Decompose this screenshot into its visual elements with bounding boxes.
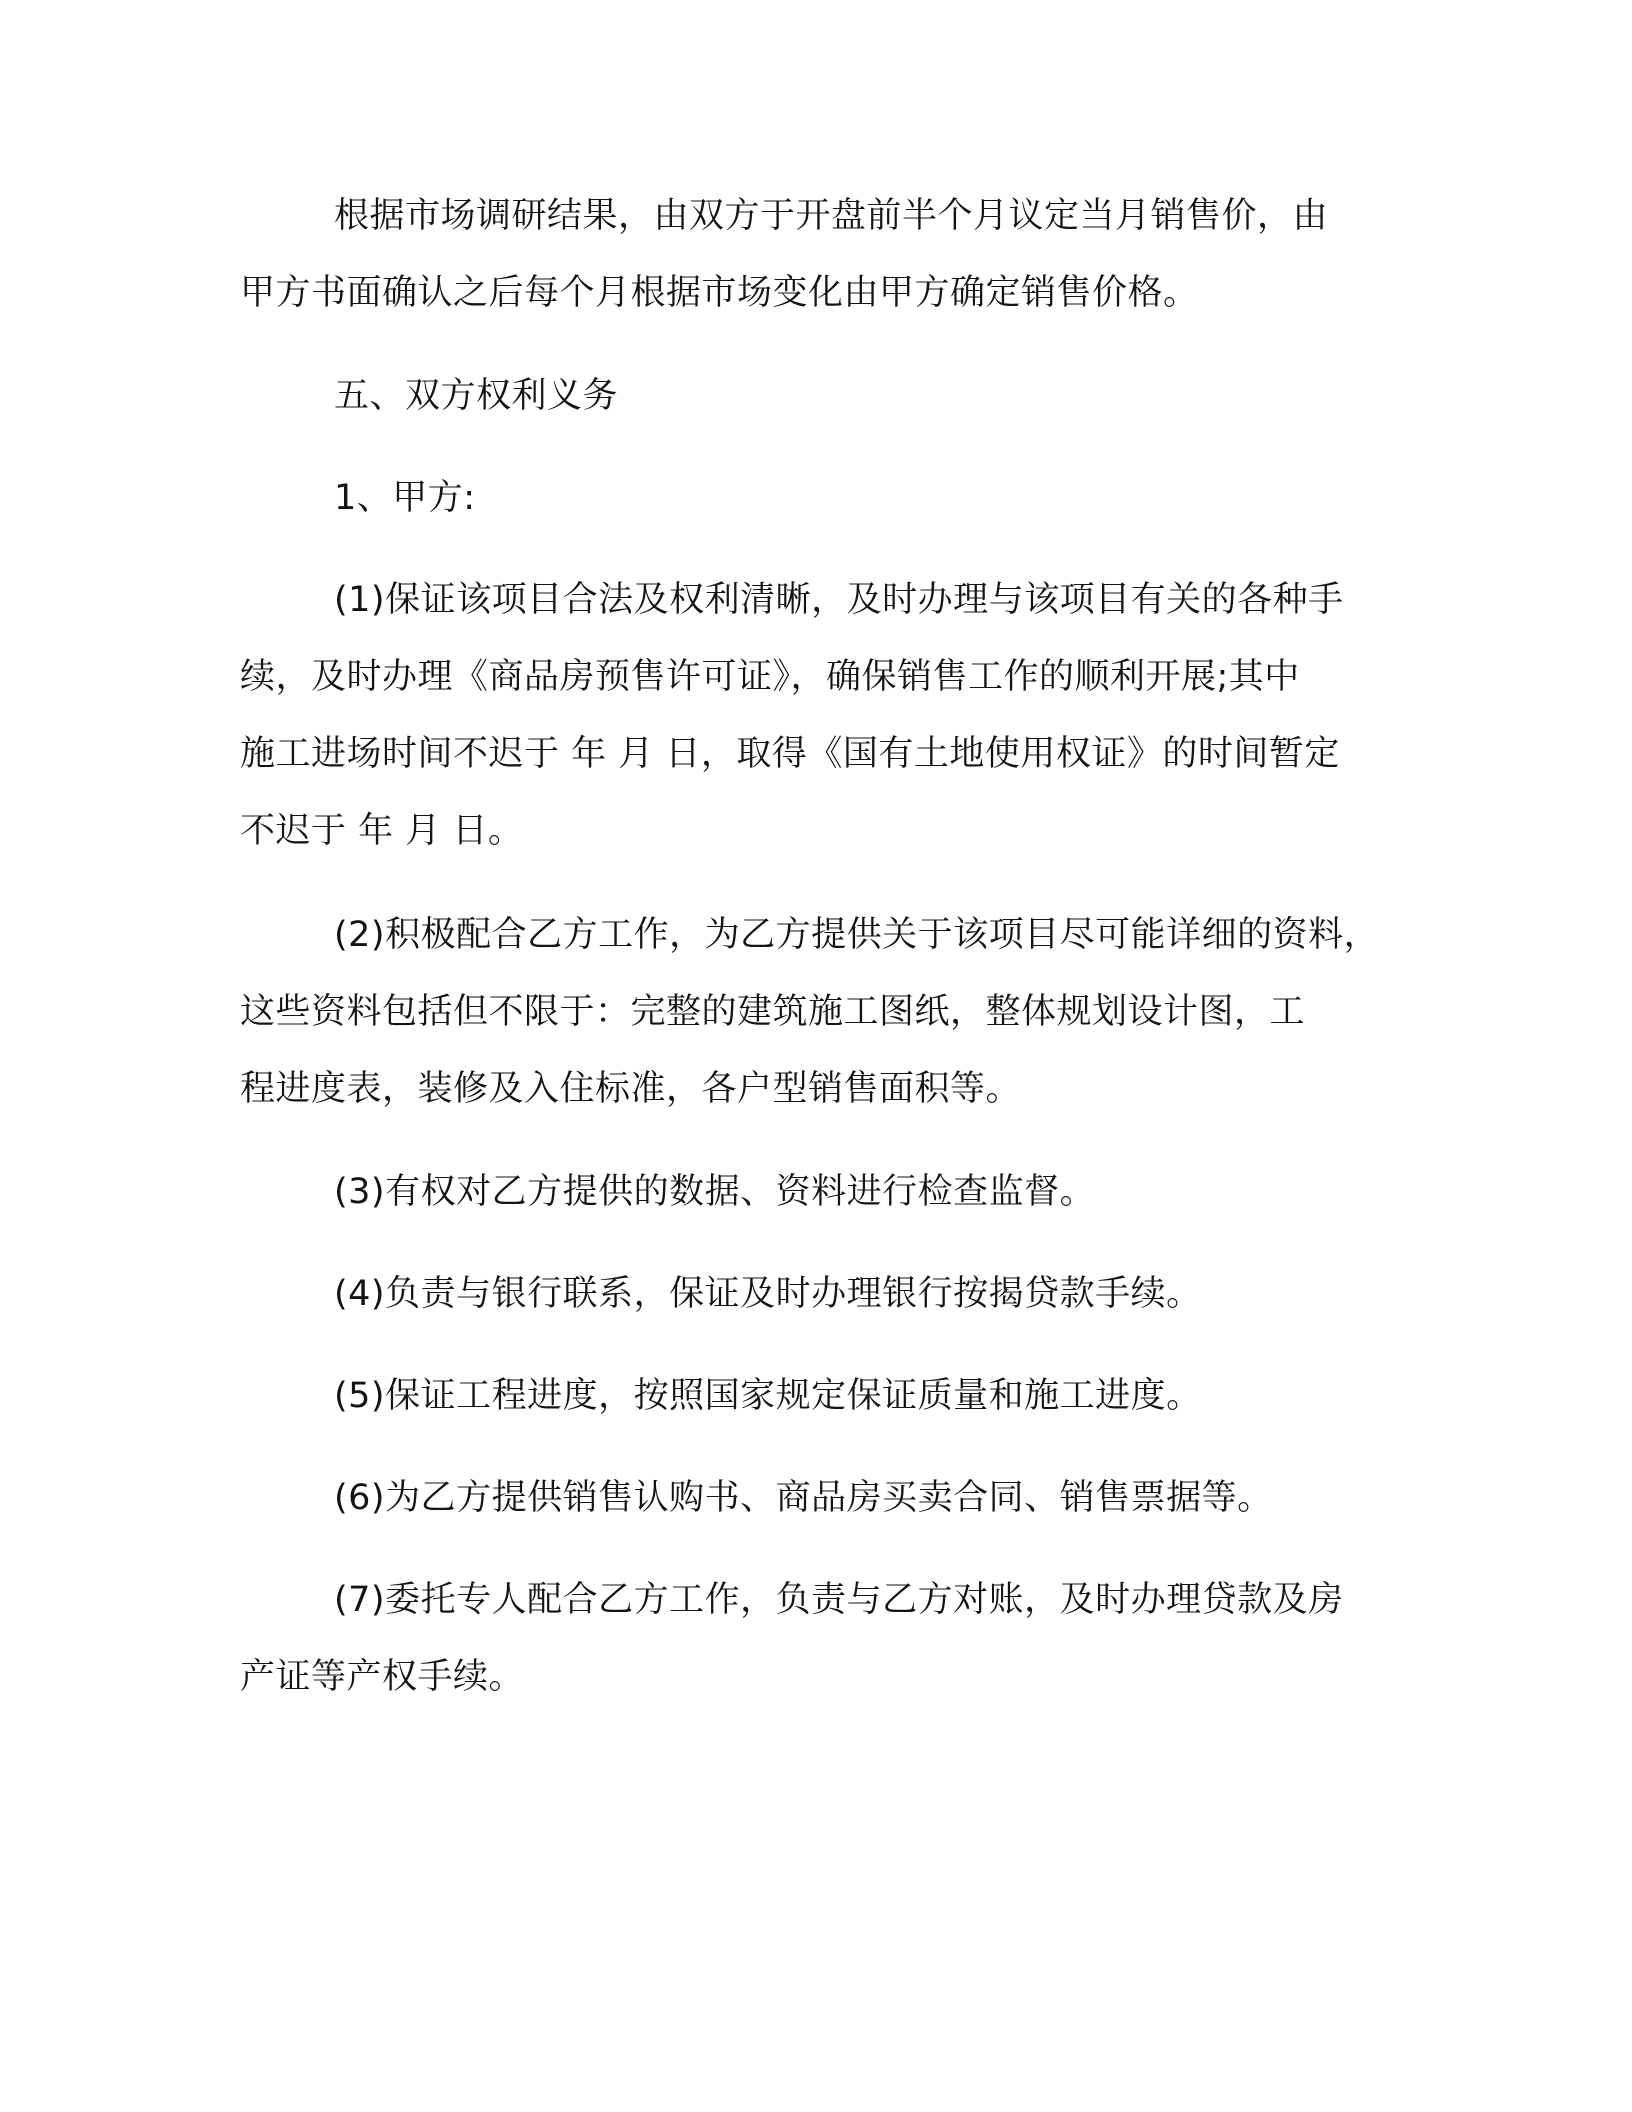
text-line: (1)保证该项目合法及权利清晰，及时办理与该项目有关的各种手 (334, 580, 1344, 620)
text-line: (4)负责与银行联系，保证及时办理银行按揭贷款手续。 (334, 1274, 1202, 1314)
text-line: (6)为乙方提供销售认购书、商品房买卖合同、销售票据等。 (334, 1478, 1273, 1518)
paragraph-item-2 (240, 897, 1379, 1128)
text-line: (3)有权对乙方提供的数据、资料进行检查监督。 (334, 1172, 1096, 1212)
text-line: 1、甲方: (334, 478, 476, 518)
paragraph-price-clause (240, 178, 1328, 332)
text-line: 五、双方权利义务 (334, 376, 619, 416)
text-line: 程进度表，装修及入住标准，各户型销售面积等。 (240, 1069, 1022, 1109)
text-line: (2)积极配合乙方工作，为乙方提供关于该项目尽可能详细的资料， (334, 915, 1380, 955)
text-line: 续，及时办理《商品房预售许可证》，确保销售工作的顺利开展;其中 (240, 657, 1300, 697)
text-line: 产证等产权手续。 (240, 1657, 525, 1697)
paragraph-item-6 (240, 1460, 1273, 1537)
paragraph-item-7 (240, 1562, 1344, 1716)
text-line: 甲方书面确认之后每个月根据市场变化由甲方确定销售价格。 (240, 273, 1199, 313)
text-line: (5)保证工程进度，按照国家规定保证质量和施工进度。 (334, 1376, 1202, 1416)
text-line: 这些资料包括但不限于：完整的建筑施工图纸，整体规划设计图，工 (240, 992, 1306, 1032)
paragraph-item-1 (240, 562, 1344, 870)
paragraph-item-4 (240, 1256, 1202, 1333)
text-line: 根据市场调研结果，由双方于开盘前半个月议定当月销售价，由 (334, 196, 1329, 236)
text-line: (7)委托专人配合乙方工作，负责与乙方对账，及时办理贷款及房 (334, 1580, 1344, 1620)
text-line: 不迟于 年 月 日。 (240, 811, 524, 851)
section-heading-rights-obligations (240, 358, 618, 435)
text-line: 施工进场时间不迟于 年 月 日，取得《国有土地使用权证》的时间暂定 (240, 734, 1340, 774)
paragraph-item-3 (240, 1154, 1095, 1231)
party-a-heading (240, 460, 476, 537)
paragraph-item-5 (240, 1358, 1202, 1435)
